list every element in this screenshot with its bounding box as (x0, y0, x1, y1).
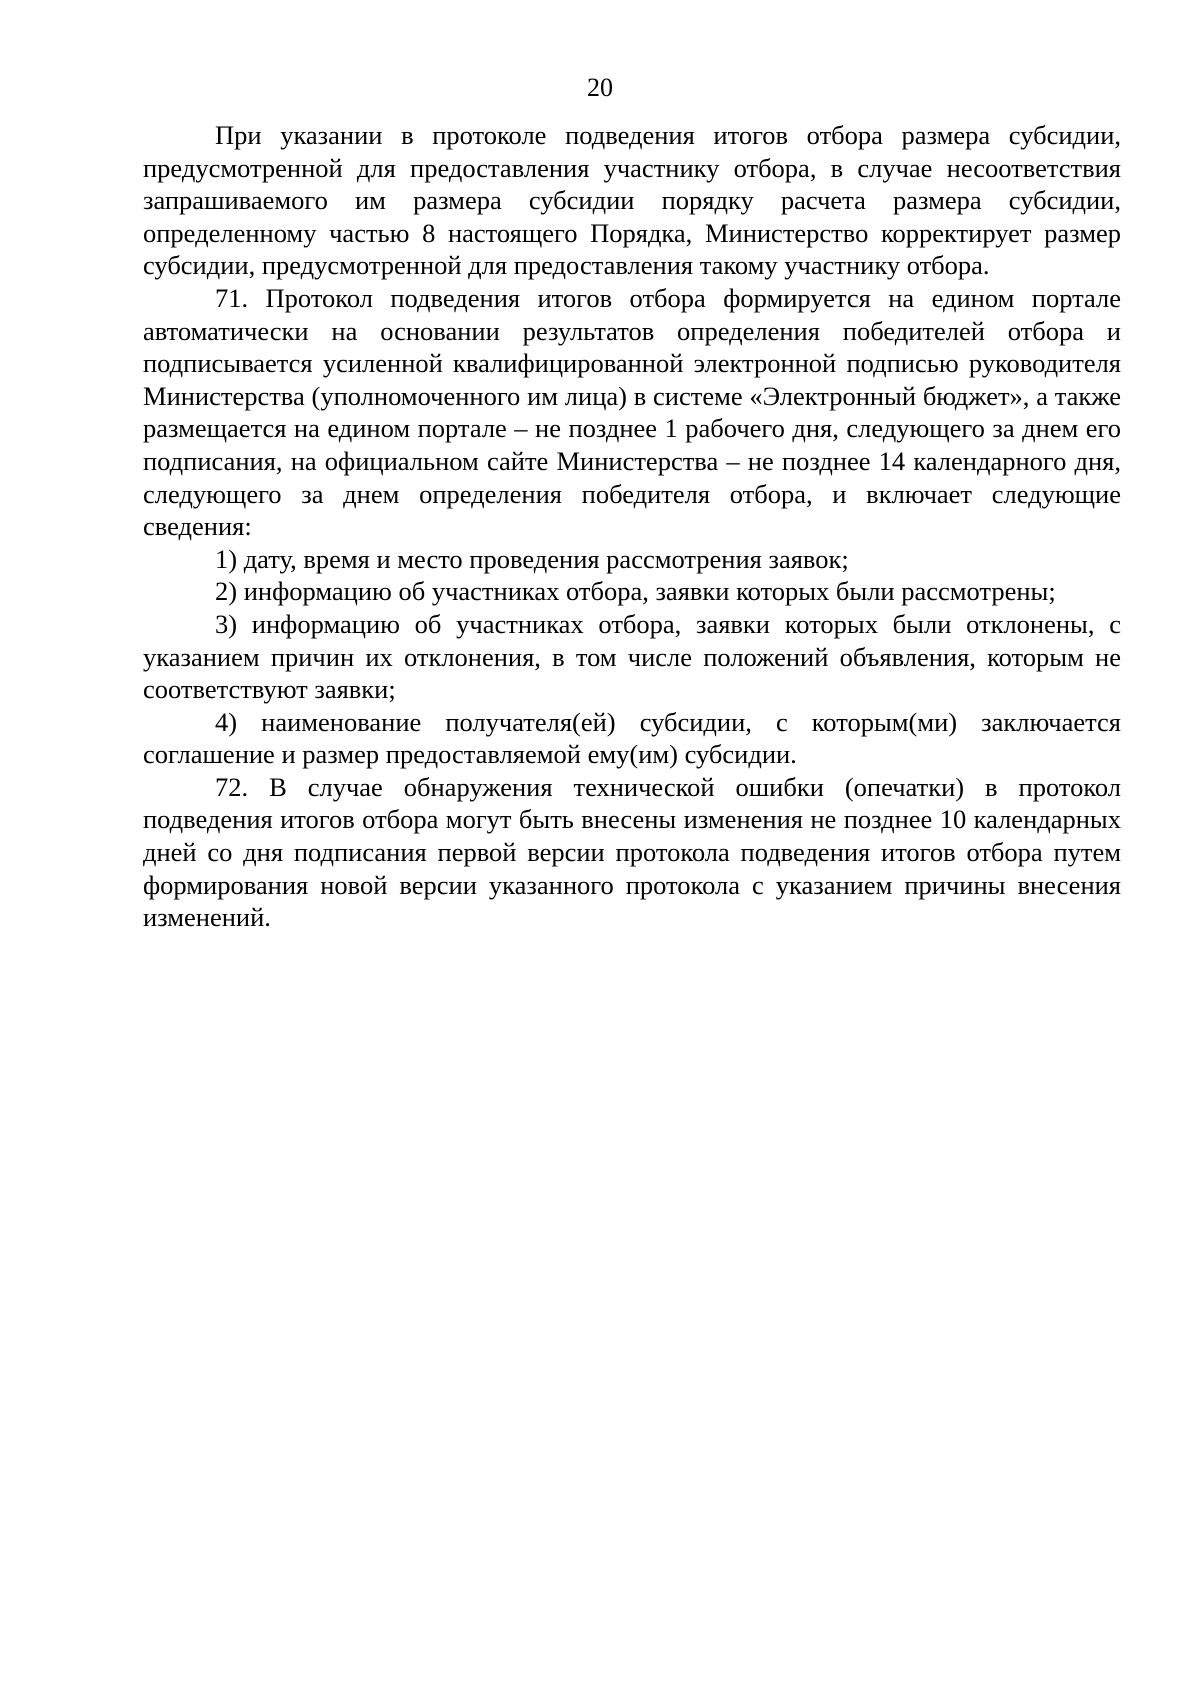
paragraph-72-technical-error: 72. В случае обнаружения технической ошибки (опечатки) в протокол подведения итогов отбора могут быть внесены изменения не позднее 10 календарных дней со дня подписания первой версии протокола подведения итогов отбора путем формирования новой версии указанного протокола с указанием причины внесения изменений. (143, 771, 1121, 933)
paragraph-subsidy-correction: При указании в протоколе подведения итогов отбора размера субсидии, предусмотренной для предоставления участнику отбора, в случае несоответствия запрашиваемого им размера субсидии порядку расчета размера субсидии, определенному частью 8 настоящего Порядка, Министерство корректирует размер субсидии, предусмотренной для предоставления такому участнику отбора. (143, 120, 1121, 281)
document-body (143, 119, 1121, 934)
list-item-2-reviewed-participants: 2) информацию об участниках отбора, заявки которых были рассмотрены; (215, 576, 1056, 607)
list-item-3-rejected-participants: 3) информацию об участниках отбора, заявки которых были отклонены, с указанием причин их отклонения, в том числе положений объявления, которым не соответствуют заявки; (143, 608, 1121, 705)
paragraph-71-protocol: 71. Протокол подведения итогов отбора формируется на едином портале автоматически на основании результатов определения победителей отбора и подписывается усиленной квалифицированной электронной подписью руководителя Министерства (уполномоченного им лица) в системе «Электронный бюджет», а также размещается на едином портале – не позднее 1 рабочего дня, следующего за днем его подписания, на официальном сайте Министерства – не позднее 14 календарного дня, следующего за днем определения победителя отбора, и включает следующие сведения: (143, 282, 1121, 542)
list-item-4-recipients: 4) наименование получателя(ей) субсидии, с которым(ми) заключается соглашение и размер предоставляемой ему(им) субсидии. (143, 706, 1121, 770)
page-number: 20 (587, 73, 613, 102)
list-item-1-date-time-place: 1) дату, время и место проведения рассмотрения заявок; (215, 543, 849, 574)
